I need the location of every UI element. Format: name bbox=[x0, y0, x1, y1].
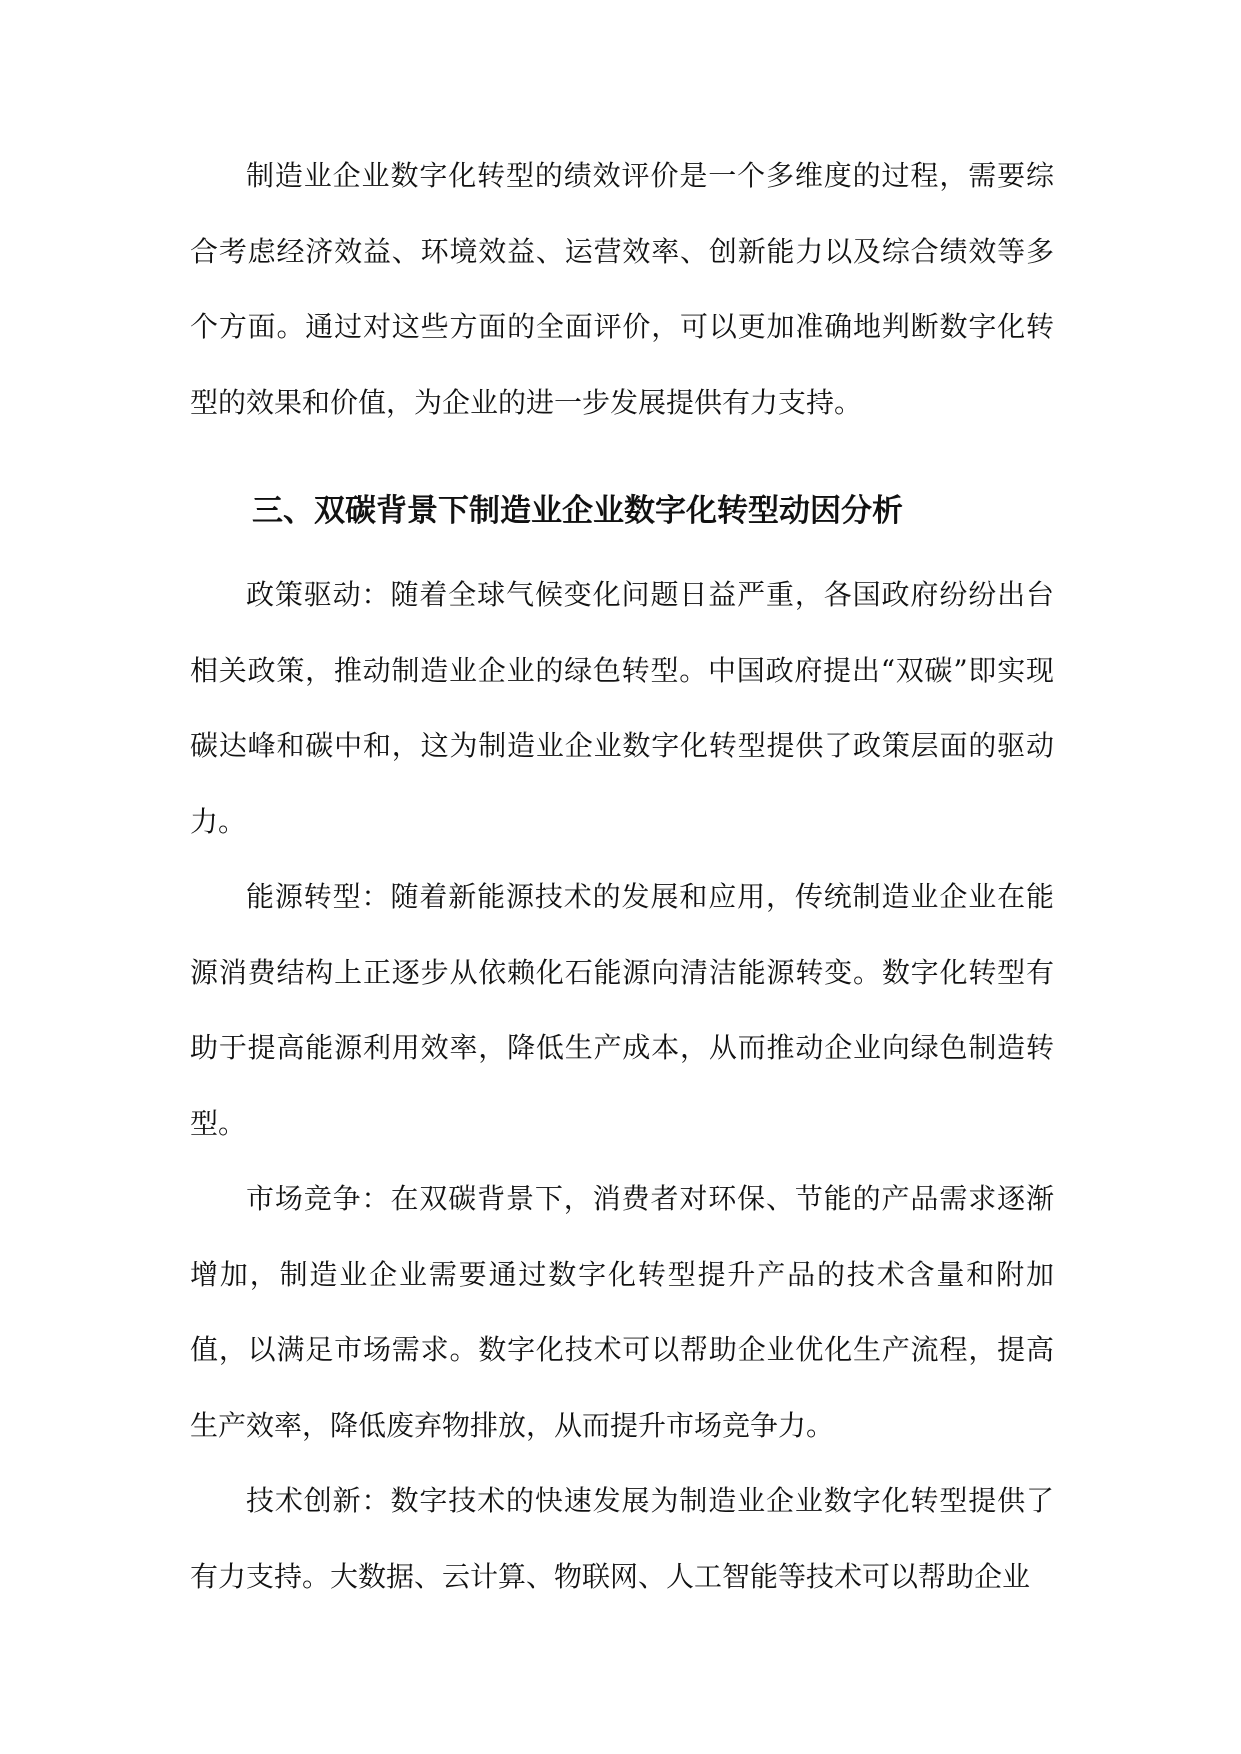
paragraph-technology-innovation: 技术创新：数字技术的快速发展为制造业企业数字化转型提供了有力支持。大数据、云计算、物联网、人工智能等技术可以帮助企业 bbox=[190, 1484, 1054, 1593]
paragraph-energy-transition: 能源转型：随着新能源技术的发展和应用，传统制造业企业在能源消费结构上正逐步从依赖化石能源向清洁能源转变。数字化转型有助于提高能源利用效率，降低生产成本，从而推动企业向绿色制造转型。 bbox=[190, 880, 1054, 1140]
section-heading: 三、双碳背景下制造业企业数字化转型动因分析 bbox=[252, 493, 903, 529]
heading-spacer bbox=[190, 549, 1054, 557]
paragraph-performance-evaluation: 制造业企业数字化转型的绩效评价是一个多维度的过程，需要综合考虑经济效益、环境效益、运营效率、创新能力以及综合绩效等多个方面。通过对这些方面的全面评价，可以更加准确地判断数字化转型的效果和价值，为企业的进一步发展提供有力支持。 bbox=[190, 159, 1054, 419]
page-content bbox=[190, 138, 1054, 1614]
paragraph-policy-driven: 政策驱动：随着全球气候变化问题日益严重，各国政府纷纷出台相关政策，推动制造业企业的绿色转型。中国政府提出“双碳”即实现碳达峰和碳中和，这为制造业企业数字化转型提供了政策层面的驱动力。 bbox=[190, 578, 1054, 838]
paragraph-market-competition: 市场竞争：在双碳背景下，消费者对环保、节能的产品需求逐渐增加，制造业企业需要通过数字化转型提升产品的技术含量和附加值，以满足市场需求。数字化技术可以帮助企业优化生产流程，提高生产效率，降低废弃物排放，从而提升市场竞争力。 bbox=[190, 1182, 1054, 1442]
